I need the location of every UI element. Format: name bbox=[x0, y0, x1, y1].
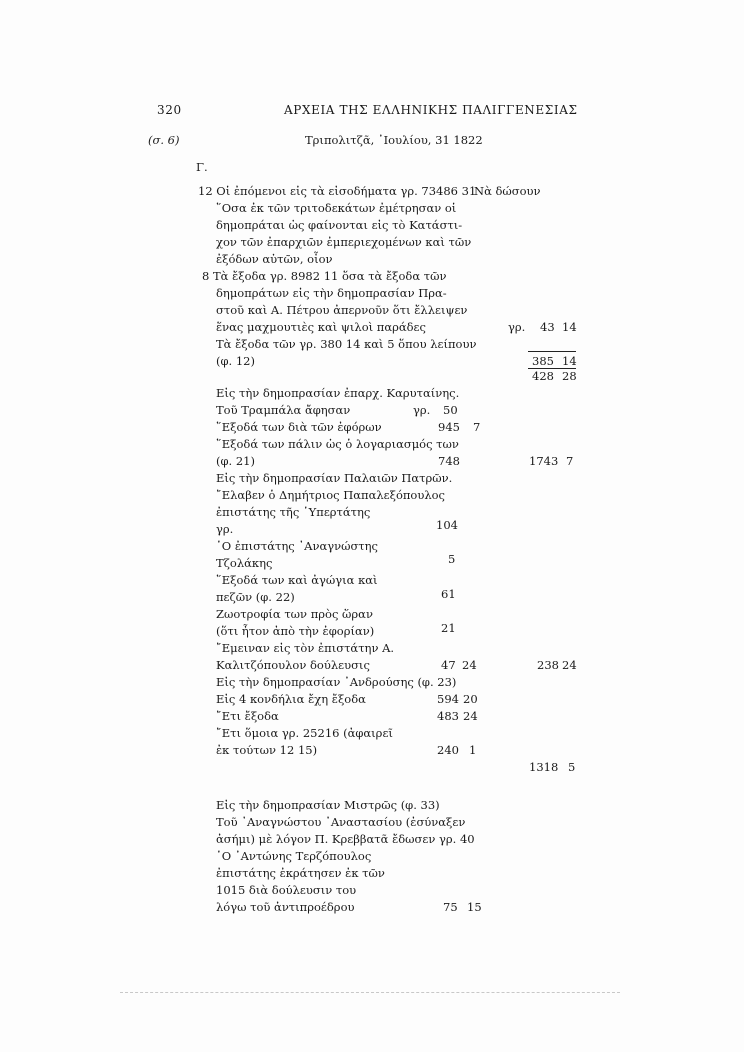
text-line: ῞Εξοδά των διὰ τῶν ἐφόρων bbox=[216, 420, 382, 434]
amount-cell: 15 bbox=[467, 900, 482, 914]
amount-cell: 47 bbox=[441, 658, 456, 672]
amount-cell: 428 bbox=[532, 369, 554, 383]
text-line: ῾Ο ᾿Αντώνης Τερζόπουλος bbox=[216, 849, 372, 863]
amount-cell: 14 bbox=[562, 320, 577, 334]
text-line: Τοῦ ᾿Αναγνώστου ᾿Αναστασίου (ἐσύναξεν bbox=[216, 815, 466, 829]
text-line: 12 Οἱ ἐπόμενοι εἰς τὰ εἰσοδήματα γρ. 73486 31 bbox=[198, 184, 477, 198]
text-line: ῾Ο ἐπιστάτης ᾿Αναγνώστης bbox=[216, 539, 378, 553]
text-line: ῎Ετι ὅμοια γρ. 25216 (ἀφαιρεῖ bbox=[216, 726, 393, 740]
amount-cell: 594 bbox=[437, 692, 459, 706]
text-line: στοῦ καὶ Α. Πέτρου ἀπερνοῦν ὅτι ἔλλειψεν bbox=[216, 303, 468, 317]
amount-cell: 20 bbox=[463, 692, 478, 706]
amount-cell: 7 bbox=[473, 420, 481, 434]
text-line: ῎Εμειναν εἰς τὸν ἐπιστάτην Α. bbox=[216, 641, 395, 655]
amount-cell: 43 bbox=[540, 320, 555, 334]
text-line: πεζῶν (φ. 22) bbox=[216, 590, 295, 604]
text-line: (ὅτι ἦτον ἀπὸ τὴν ἐφορίαν) bbox=[216, 624, 375, 638]
text-line: Ζωοτροφία των πρὸς ὥραν bbox=[216, 607, 373, 621]
text-line: λόγω τοῦ ἀντιπροέδρου bbox=[216, 900, 355, 914]
text-line: Εἰς τὴν δημοπρασίαν ᾿Ανδρούσης (φ. 23) bbox=[216, 675, 457, 689]
amount-cell: 21 bbox=[441, 621, 456, 635]
scan-artifact-divider bbox=[120, 992, 620, 995]
amount-cell: 61 bbox=[441, 587, 456, 601]
amount-cell: γρ. bbox=[413, 403, 431, 417]
amount-cell: 24 bbox=[463, 709, 478, 723]
text-line: ἐκ τούτων 12 15) bbox=[216, 743, 318, 757]
amount-cell: 104 bbox=[436, 518, 458, 532]
text-line: ἕνας μαχμουτιὲς καὶ ψιλοὶ παράδες bbox=[216, 320, 426, 334]
place-date: Τριπολιτζᾶ, ᾿Ιουλίου, 31 1822 bbox=[305, 133, 483, 147]
text-line: Καλιτζόπουλον δούλευσις bbox=[216, 658, 370, 672]
text-line: (φ. 21) bbox=[216, 454, 255, 468]
amount-cell: 28 bbox=[562, 369, 577, 383]
amount-cell: 1 bbox=[469, 743, 477, 757]
text-line: δημοπράτων εἰς τὴν δημοπρασίαν Πρα- bbox=[216, 286, 447, 300]
amount-cell: γρ. bbox=[508, 320, 526, 334]
text-line: ῞Εξοδά των καὶ ἀγώγια καὶ bbox=[216, 573, 378, 587]
text-line: Εἰς τὴν δημοπρασίαν Παλαιῶν Πατρῶν. bbox=[216, 471, 453, 485]
amount-cell: 483 bbox=[437, 709, 459, 723]
amount-cell: 7 bbox=[566, 454, 574, 468]
section-letter: Γ. bbox=[196, 160, 208, 174]
amount-cell: 748 bbox=[438, 454, 460, 468]
text-line: Εἰς 4 κονδήλια ἔχη ἔξοδα bbox=[216, 692, 366, 706]
text-line: Τοῦ Τραμπάλα ἄφησαν bbox=[216, 403, 351, 417]
amount-cell: 385 bbox=[532, 354, 554, 368]
sum-rule bbox=[528, 351, 576, 352]
amount-cell: 24 bbox=[462, 658, 477, 672]
amount-cell: 238 bbox=[537, 658, 559, 672]
text-line: (φ. 12) bbox=[216, 354, 255, 368]
text-line: ἐπιστάτης τῆς ῾Υπερτάτης bbox=[216, 505, 371, 519]
amount-cell: 24 bbox=[562, 658, 577, 672]
text-line: ῞Εξοδά των πάλιν ὡς ὁ λογαριασμός των bbox=[216, 437, 459, 451]
text-line: χον τῶν ἐπαρχιῶν ἐμπεριεχομένων καὶ τῶν bbox=[216, 235, 472, 249]
text-line: ῞Οσα ἐκ τῶν τριτοδεκάτων ἐμέτρησαν οἱ bbox=[216, 201, 457, 215]
amount-cell: 75 bbox=[443, 900, 458, 914]
running-title: ΑΡΧΕΙΑ ΤΗΣ ΕΛΛΗΝΙΚΗΣ ΠΑΛΙΓΓΕΝΕΣΙΑΣ bbox=[284, 103, 578, 117]
text-line: ἀσήμι) μὲ λόγον Π. Κρεββατᾶ ἔδωσεν γρ. 40 bbox=[216, 832, 475, 846]
text-line: 8 Τὰ ἔξοδα γρ. 8982 11 ὅσα τὰ ἔξοδα τῶν bbox=[202, 269, 447, 283]
text-line: Τὰ ἔξοδα τῶν γρ. 380 14 καὶ 5 ὅπου λείπουν bbox=[216, 337, 477, 351]
amount-cell: 5 bbox=[568, 760, 576, 774]
text-line: Εἰς τὴν δημοπρασίαν Μιστρῶς (φ. 33) bbox=[216, 798, 440, 812]
amount-cell: 240 bbox=[437, 743, 459, 757]
amount-cell: 1743 bbox=[529, 454, 559, 468]
text-line: Νὰ δώσουν bbox=[474, 184, 541, 198]
text-line: 1015 διὰ δούλευσιν του bbox=[216, 883, 357, 897]
text-line: γρ. bbox=[216, 522, 234, 536]
text-line: ἐπιστάτης ἐκράτησεν ἐκ τῶν bbox=[216, 866, 385, 880]
text-line: ἐξόδων αὐτῶν, οἷον bbox=[216, 252, 333, 266]
amount-cell: 945 bbox=[438, 420, 460, 434]
text-line: Εἰς τὴν δημοπρασίαν ἐπαρχ. Καρυταίνης. bbox=[216, 386, 460, 400]
text-line: ῎Ελαβεν ὁ Δημήτριος Παπαλεξόπουλος bbox=[216, 488, 445, 502]
text-line: δημοπράται ὡς φαίνονται εἰς τὸ Κατάστι- bbox=[216, 218, 463, 232]
amount-cell: 5 bbox=[448, 552, 456, 566]
page-number: 320 bbox=[157, 103, 182, 117]
amount-cell: 14 bbox=[562, 354, 577, 368]
amount-cell: 50 bbox=[443, 403, 458, 417]
text-line: ῎Ετι ἔξοδα bbox=[216, 709, 279, 723]
document-ref: (σ. 6) bbox=[148, 133, 180, 147]
amount-cell: 1318 bbox=[529, 760, 559, 774]
text-line: Τζολάκης bbox=[216, 556, 273, 570]
